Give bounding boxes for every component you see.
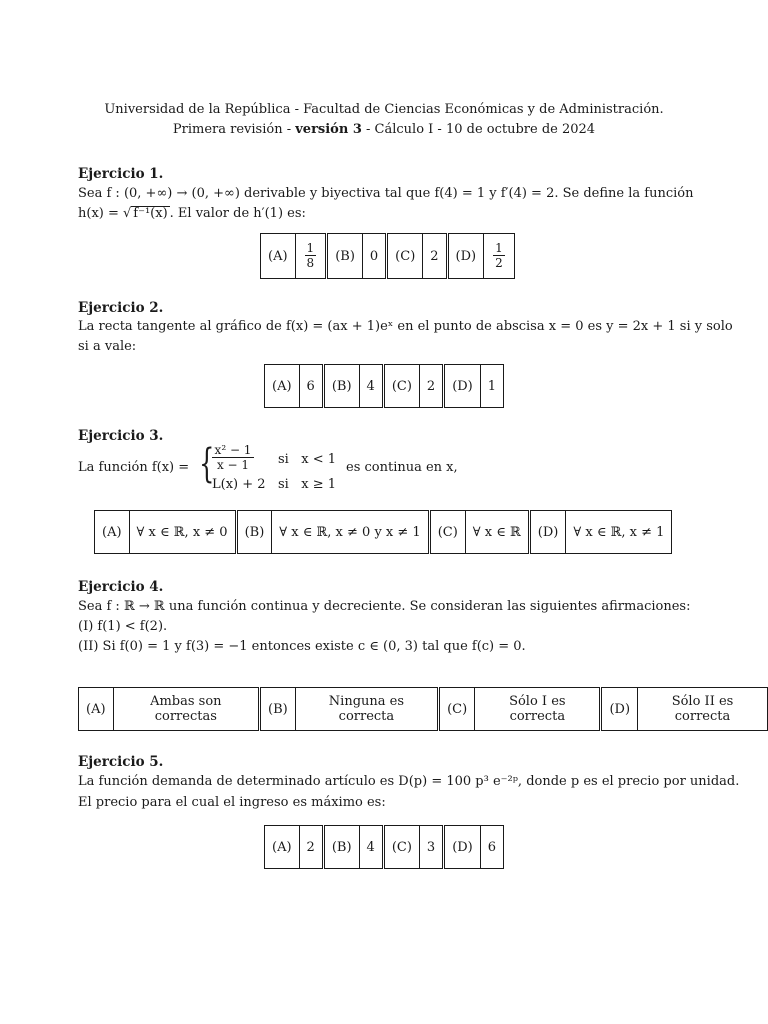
ex3-case2-cond: si x ≥ 1 — [278, 477, 336, 492]
ex5-option-d-value[interactable]: 6 — [480, 826, 503, 869]
ex5-option-a-value[interactable]: 2 — [299, 826, 323, 869]
piecewise-brace: { — [199, 441, 215, 487]
exercise-4-title: Ejercicio 4. — [78, 579, 164, 595]
ex3-option-b-value[interactable]: ∀ x ∈ ℝ, x ≠ 0 y x ≠ 1 — [272, 511, 429, 554]
ex4-option-c-label[interactable]: (C) — [439, 688, 475, 731]
exercise-3-lead: La función f(x) = — [78, 460, 190, 475]
ex4-option-b-label[interactable]: (B) — [260, 688, 296, 731]
ex4-option-a-label[interactable]: (A) — [79, 688, 114, 731]
ex4-option-a-value[interactable]: Ambas son correctas — [113, 688, 260, 731]
ex1-option-c-value[interactable]: 2 — [423, 234, 447, 279]
ex2-option-d-label[interactable]: (D) — [444, 365, 481, 408]
ex4-option-b-value[interactable]: Ninguna es correcta — [295, 688, 438, 731]
ex1-option-c-label[interactable]: (C) — [387, 234, 423, 279]
ex1-option-d-value[interactable] — [484, 234, 515, 279]
exercise-1-options — [260, 233, 515, 279]
exercise-4-statement-line1: Sea f : ℝ → ℝ una función continua y decreciente. Se consideran las siguientes afirmaciones: — [78, 599, 691, 614]
ex5-option-b-label[interactable]: (B) — [323, 826, 359, 869]
ex1-line2-pre: h(x) = √ — [78, 206, 132, 221]
ex3-case1-expr — [212, 443, 254, 473]
ex3-case2-expr: L(x) + 2 — [212, 477, 266, 492]
ex3-option-d-value[interactable]: ∀ x ∈ ℝ, x ≠ 1 — [566, 511, 672, 554]
header-pre: Primera revisión - — [172, 122, 296, 137]
ex4-option-d-label[interactable]: (D) — [601, 688, 638, 731]
ex5-option-d-label[interactable]: (D) — [444, 826, 481, 869]
exercise-4-statement-line2: (I) f(1) < f(2). — [78, 619, 168, 634]
ex2-option-c-value[interactable]: 2 — [419, 365, 443, 408]
ex2-option-a-value[interactable]: 6 — [299, 365, 323, 408]
exercise-5-statement-line2: El precio para el cual el ingreso es máximo es: — [78, 795, 386, 810]
ex3-option-c-label[interactable]: (C) — [429, 511, 465, 554]
ex3-option-b-label[interactable]: (B) — [236, 511, 272, 554]
exercise-5-title: Ejercicio 5. — [78, 754, 164, 770]
ex3-option-a-value[interactable]: ∀ x ∈ ℝ, x ≠ 0 — [129, 511, 236, 554]
ex1-a-num: 1 — [306, 241, 315, 255]
header-institution: Universidad de la República - Facultad de Ciencias Económicas y de Administración. — [104, 102, 664, 117]
exercise-3-title: Ejercicio 3. — [78, 428, 164, 444]
ex4-option-d-value[interactable]: Sólo II es correcta — [638, 688, 768, 731]
ex2-option-b-value[interactable]: 4 — [359, 365, 383, 408]
ex5-option-a-label[interactable]: (A) — [265, 826, 300, 869]
ex3-case1-den: x − 1 — [216, 458, 250, 472]
ex1-option-a-value[interactable] — [295, 234, 327, 279]
ex1-option-a-label[interactable]: (A) — [261, 234, 296, 279]
ex3-option-d-label[interactable]: (D) — [529, 511, 566, 554]
ex1-radicand: f⁻¹(x) — [133, 206, 168, 221]
exercise-1-statement-line1: Sea f : (0, +∞) → (0, +∞) derivable y biyectiva tal que f(4) = 1 y f′(4) = 2. Se define la función — [78, 186, 694, 201]
exercise-4-statement-line3: (II) Si f(0) = 1 y f(3) = −1 entonces existe c ∈ (0, 3) tal que f(c) = 0. — [78, 639, 526, 654]
ex3-tail: es continua en x, — [346, 460, 458, 475]
exercise-3-options — [94, 510, 672, 554]
ex1-option-b-label[interactable]: (B) — [327, 234, 363, 279]
exercise-2-options — [264, 364, 504, 408]
ex3-case1-cond: si x < 1 — [278, 452, 336, 467]
exercise-4-options — [78, 687, 768, 731]
ex1-line2-post: . El valor de h′(1) es: — [169, 206, 306, 221]
header-post: - Cálculo I - 10 de octubre de 2024 — [361, 122, 596, 137]
exercise-2-title: Ejercicio 2. — [78, 300, 164, 316]
ex4-option-c-value[interactable]: Sólo I es correcta — [475, 688, 601, 731]
header-exam-info — [0, 122, 768, 137]
ex1-option-d-label[interactable]: (D) — [447, 234, 484, 279]
ex5-option-c-label[interactable]: (C) — [383, 826, 419, 869]
ex3-option-a-label[interactable]: (A) — [95, 511, 130, 554]
ex1-d-den: 2 — [495, 256, 503, 270]
exercise-1-title: Ejercicio 1. — [78, 166, 164, 182]
ex2-option-c-label[interactable]: (C) — [383, 365, 419, 408]
ex2-option-b-label[interactable]: (B) — [323, 365, 359, 408]
ex1-a-den: 8 — [306, 256, 315, 270]
ex2-option-d-value[interactable]: 1 — [480, 365, 503, 408]
ex1-option-b-value[interactable]: 0 — [362, 234, 386, 279]
exercise-1-statement-line2 — [78, 206, 306, 221]
ex5-option-b-value[interactable]: 4 — [359, 826, 383, 869]
header-version: versión 3 — [295, 122, 362, 137]
exercise-5-statement-line1: La función demanda de determinado artículo es D(p) = 100 p³ e⁻²ᵖ, donde p es el precio por unidad. — [78, 774, 740, 789]
ex1-d-num: 1 — [495, 241, 503, 255]
ex3-option-c-value[interactable]: ∀ x ∈ ℝ — [465, 511, 529, 554]
exercise-5-options — [264, 825, 504, 869]
exercise-2-statement-line2: si a vale: — [78, 339, 137, 354]
exercise-2-statement-line1: La recta tangente al gráfico de f(x) = (ax + 1)eˣ en el punto de abscisa x = 0 es y = 2x + 1 si y solo — [78, 319, 733, 334]
ex5-option-c-value[interactable]: 3 — [419, 826, 443, 869]
ex3-case1-num: x² − 1 — [212, 443, 254, 458]
ex2-option-a-label[interactable]: (A) — [265, 365, 300, 408]
